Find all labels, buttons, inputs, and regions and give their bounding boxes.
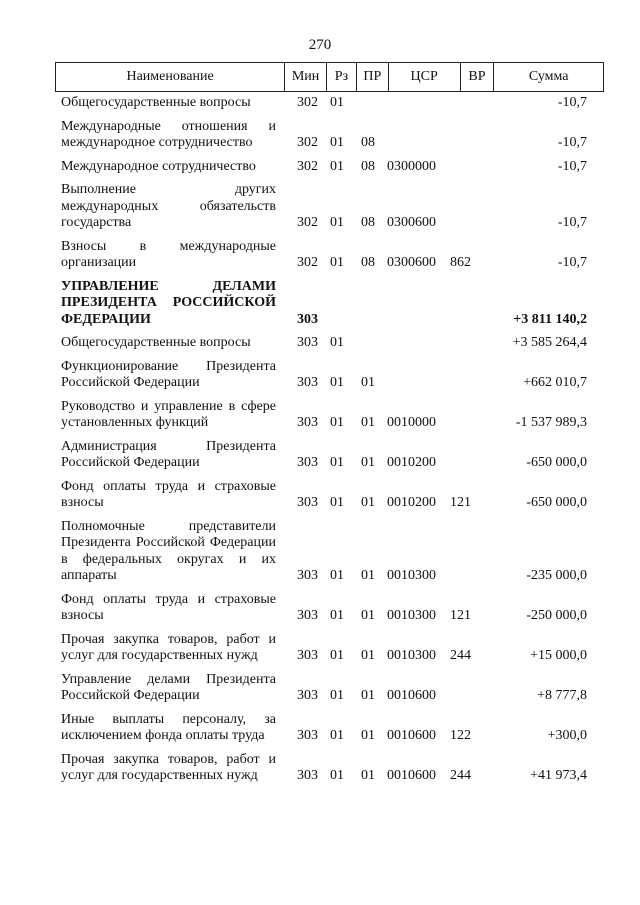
cell-vr: 244 [450,768,471,783]
table-row [0,592,640,625]
cell-sum: -10,7 [557,255,587,270]
header-vr: ВР [461,63,495,91]
table-header [55,62,604,92]
cell-rz: 01 [330,375,344,390]
cell-sum: -1 537 989,3 [515,415,587,430]
cell-sum: -650 000,0 [526,495,587,510]
table-row [0,279,640,329]
table-row [0,519,640,585]
row-codes [0,95,640,112]
cell-min: 303 [297,728,318,743]
row-codes [0,608,640,625]
table-row [0,752,640,785]
table-row [0,632,640,665]
row-name: Прочая закупка товаров, работ и услуг для государственных нужд [61,631,276,663]
cell-rz: 01 [330,415,344,430]
cell-vr: 862 [450,255,471,270]
table-row [0,359,640,392]
cell-sum: +3 585 264,4 [512,335,587,350]
row-codes [0,495,640,512]
cell-pr: 08 [361,135,375,150]
row-codes [0,648,640,665]
cell-csr: 0300600 [387,255,436,270]
row-codes [0,255,640,272]
cell-csr: 0010600 [387,768,436,783]
row-codes [0,375,640,392]
cell-sum: +41 973,4 [530,768,587,783]
table-row [0,95,640,112]
cell-rz: 01 [330,688,344,703]
header-csr: ЦСР [389,63,461,91]
cell-min: 303 [297,768,318,783]
table-row [0,159,640,176]
row-codes [0,415,640,432]
row-name: Функционирование Президента Российской Федерации [61,358,276,390]
cell-csr: 0010300 [387,648,436,663]
table-row [0,119,640,152]
cell-vr: 121 [450,495,471,510]
header-name: Наименование [56,63,285,91]
table-body [0,95,640,792]
cell-csr: 0010600 [387,688,436,703]
cell-pr: 01 [361,415,375,430]
row-name: Взносы в международные организации [61,238,276,270]
row-name: Фонд оплаты труда и страховые взносы [61,591,276,623]
cell-min: 302 [297,255,318,270]
cell-min: 303 [297,568,318,583]
cell-pr: 08 [361,255,375,270]
row-name: Выполнение других международных обязательств государства [61,182,276,230]
cell-sum: -10,7 [557,135,587,150]
row-name: Полномочные представители Президента Российской Федерации в федеральных округах и их аппараты [61,518,276,583]
cell-rz: 01 [330,135,344,150]
cell-pr: 01 [361,648,375,663]
cell-min: 303 [297,415,318,430]
cell-sum: -250 000,0 [526,608,587,623]
cell-sum: -10,7 [557,215,587,230]
cell-sum: -10,7 [557,95,587,110]
cell-rz: 01 [330,728,344,743]
row-name: Общегосударственные вопросы [61,95,251,110]
cell-min: 303 [297,311,318,327]
row-name: Руководство и управление в сфере установленных функций [61,398,276,430]
cell-pr: 01 [361,375,375,390]
cell-pr: 08 [361,158,375,174]
cell-sum: +8 777,8 [537,688,587,703]
cell-min: 303 [297,608,318,623]
cell-min: 303 [297,648,318,663]
cell-vr: 121 [450,608,471,623]
row-codes [0,159,640,176]
cell-min: 302 [297,95,318,110]
table-row [0,182,640,232]
table-row [0,712,640,745]
cell-csr: 0010300 [387,608,436,623]
cell-sum: +300,0 [547,728,587,743]
cell-min: 303 [297,688,318,703]
row-name: Международные отношения и международное сотрудничество [61,118,276,150]
table-row [0,399,640,432]
cell-min: 303 [297,455,318,470]
cell-min: 303 [297,335,318,350]
cell-min: 302 [297,158,318,174]
cell-vr: 122 [450,728,471,743]
cell-sum: -10,7 [557,158,587,174]
cell-min: 302 [297,135,318,150]
cell-csr: 0010300 [387,568,436,583]
cell-pr: 01 [361,688,375,703]
row-codes [0,312,640,329]
table-row [0,439,640,472]
row-name: Международное сотрудничество [61,158,256,174]
cell-pr: 08 [361,215,375,230]
cell-sum: +662 010,7 [523,375,587,390]
cell-rz: 01 [330,255,344,270]
cell-rz: 01 [330,768,344,783]
cell-csr: 0010200 [387,455,436,470]
cell-sum: +15 000,0 [530,648,587,663]
row-codes [0,215,640,232]
cell-rz: 01 [330,495,344,510]
cell-sum: +3 811 140,2 [513,311,587,327]
cell-rz: 01 [330,158,344,174]
row-name: Администрация Президента Российской Федерации [61,438,276,470]
row-codes [0,455,640,472]
table-row [0,672,640,705]
header-rz: Рз [327,63,357,91]
table-row [0,239,640,272]
cell-pr: 01 [361,568,375,583]
page-number: 270 [308,37,332,53]
header-pr: ПР [357,63,389,91]
row-codes [0,135,640,152]
cell-pr: 01 [361,608,375,623]
cell-csr: 0300000 [387,158,436,174]
table-row [0,335,640,352]
row-codes [0,688,640,705]
cell-pr: 01 [361,455,375,470]
row-name: Прочая закупка товаров, работ и услуг для государственных нужд [61,751,276,783]
cell-sum: -235 000,0 [526,568,587,583]
cell-csr: 0010600 [387,728,436,743]
cell-min: 302 [297,215,318,230]
cell-rz: 01 [330,95,344,110]
cell-csr: 0300600 [387,215,436,230]
row-name: УПРАВЛЕНИЕ ДЕЛАМИ ПРЕЗИДЕНТА РОССИЙСКОЙ ФЕДЕРАЦИИ [61,278,276,327]
row-name: Управление делами Президента Российской Федерации [61,671,276,703]
header-sum: Сумма [528,69,569,84]
cell-pr: 01 [361,495,375,510]
cell-csr: 0010200 [387,495,436,510]
cell-min: 303 [297,375,318,390]
cell-rz: 01 [330,608,344,623]
row-name: Иные выплаты персоналу, за исключением фонда оплаты труда [61,711,276,743]
cell-pr: 01 [361,728,375,743]
cell-rz: 01 [330,215,344,230]
row-name: Фонд оплаты труда и страховые взносы [61,478,276,510]
cell-pr: 01 [361,768,375,783]
row-codes [0,768,640,785]
cell-rz: 01 [330,568,344,583]
cell-rz: 01 [330,648,344,663]
table-row [0,479,640,512]
row-codes [0,335,640,352]
cell-sum: -650 000,0 [526,455,587,470]
cell-vr: 244 [450,648,471,663]
cell-min: 303 [297,495,318,510]
cell-rz: 01 [330,335,344,350]
row-codes [0,728,640,745]
header-min: Мин [285,63,327,91]
cell-csr: 0010000 [387,415,436,430]
cell-rz: 01 [330,455,344,470]
row-name: Общегосударственные вопросы [61,335,251,350]
row-codes [0,568,640,585]
